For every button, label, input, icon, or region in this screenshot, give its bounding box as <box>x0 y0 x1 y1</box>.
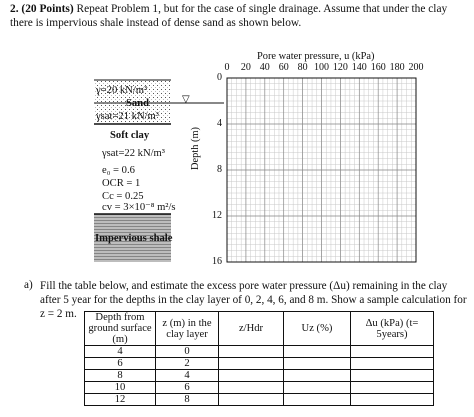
cell-z-hdr[interactable] <box>219 346 284 358</box>
cell-depth: 6 <box>85 358 156 370</box>
cell-depth: 12 <box>85 394 156 406</box>
cell-uz[interactable] <box>284 382 351 394</box>
x-tick-label: 0 <box>224 62 230 73</box>
clay-sat-unit-weight: γsat=22 kN/m³ <box>102 148 165 159</box>
cell-z-hdr[interactable] <box>219 358 284 370</box>
compression-index: Cc = 0.25 <box>102 191 144 202</box>
x-tick-label: 180 <box>389 62 405 73</box>
x-tick-label: 140 <box>351 62 367 73</box>
y-tick-label: 8 <box>217 164 222 175</box>
table-row <box>85 382 434 394</box>
header-z-hdr: z/Hdr <box>219 312 284 346</box>
clay-title: Soft clay <box>110 130 150 141</box>
table-row <box>85 346 434 358</box>
x-tick-label: 160 <box>370 62 386 73</box>
cell-depth: 10 <box>85 382 156 394</box>
x-tick-label: 80 <box>297 62 308 73</box>
header-delta-u: Δu (kPa) (t= 5years) <box>351 312 434 346</box>
cell-depth: 4 <box>85 346 156 358</box>
y-tick-label: 12 <box>212 210 222 221</box>
plot-title: Pore water pressure, u (kPa) <box>257 51 375 62</box>
cell-z: 0 <box>156 346 219 358</box>
cell-z-hdr[interactable] <box>219 382 284 394</box>
cell-delta-u[interactable] <box>351 346 434 358</box>
sand-sat-unit-weight: γsat=21 kN/m³ <box>96 111 159 122</box>
y-tick-label: 16 <box>212 256 222 267</box>
cell-z: 6 <box>156 382 219 394</box>
results-table <box>84 311 434 406</box>
header-depth: Depth from ground surface (m) <box>85 312 156 346</box>
sand-label: Sand <box>126 98 149 109</box>
problem-points: (20 Points) <box>21 3 74 15</box>
x-tick-label: 120 <box>332 62 348 73</box>
cell-depth: 8 <box>85 370 156 382</box>
table-header-row <box>85 312 434 346</box>
void-ratio: e₀ = 0.6 <box>102 165 135 176</box>
y-axis-label: Depth (m) <box>190 127 201 170</box>
header-uz: Uz (%) <box>284 312 351 346</box>
cell-z: 4 <box>156 370 219 382</box>
cell-uz[interactable] <box>284 394 351 406</box>
x-tick-label: 40 <box>259 62 270 73</box>
cell-uz[interactable] <box>284 346 351 358</box>
consolidation-coefficient: cv = 3×10⁻⁸ m²/s <box>102 202 176 213</box>
cell-delta-u[interactable] <box>351 382 434 394</box>
cell-delta-u[interactable] <box>351 358 434 370</box>
cell-uz[interactable] <box>284 370 351 382</box>
header-z: z (m) in the clay layer <box>156 312 219 346</box>
cell-z-hdr[interactable] <box>219 394 284 406</box>
cell-delta-u[interactable] <box>351 370 434 382</box>
problem-number: 2. <box>10 3 19 15</box>
table-row <box>85 370 434 382</box>
x-tick-label: 20 <box>240 62 251 73</box>
table-row <box>85 358 434 370</box>
x-tick-label: 100 <box>314 62 329 73</box>
water-table-icon: ▽ <box>182 94 190 105</box>
cell-z: 8 <box>156 394 219 406</box>
cell-z-hdr[interactable] <box>219 370 284 382</box>
y-tick-label: 4 <box>217 118 222 129</box>
sand-unit-weight: γ=20 kN/m³ <box>96 85 148 96</box>
table-row <box>85 394 434 406</box>
cell-uz[interactable] <box>284 358 351 370</box>
cell-delta-u[interactable] <box>351 394 434 406</box>
question-label: a) <box>24 279 33 291</box>
question-text: Fill the table below, and estimate the excess pore water pressure (Δu) remaining in the clay after 5 year for the depths in the clay layer of 0, 2, 4, 6, and 8 m. Show a sample calculation for z = 2 m. <box>40 280 467 320</box>
x-tick-label: 200 <box>408 62 424 73</box>
cell-z: 2 <box>156 358 219 370</box>
x-tick-label: 60 <box>278 62 289 73</box>
shale-label: Impervious shale <box>95 233 173 244</box>
problem-text: Repeat Problem 1, but for the case of single drainage. Assume that under the clay there is impervious shale instead of dense sand as shown below. <box>10 3 448 29</box>
y-tick-label: 0 <box>217 72 222 83</box>
ocr-value: OCR = 1 <box>102 178 141 189</box>
